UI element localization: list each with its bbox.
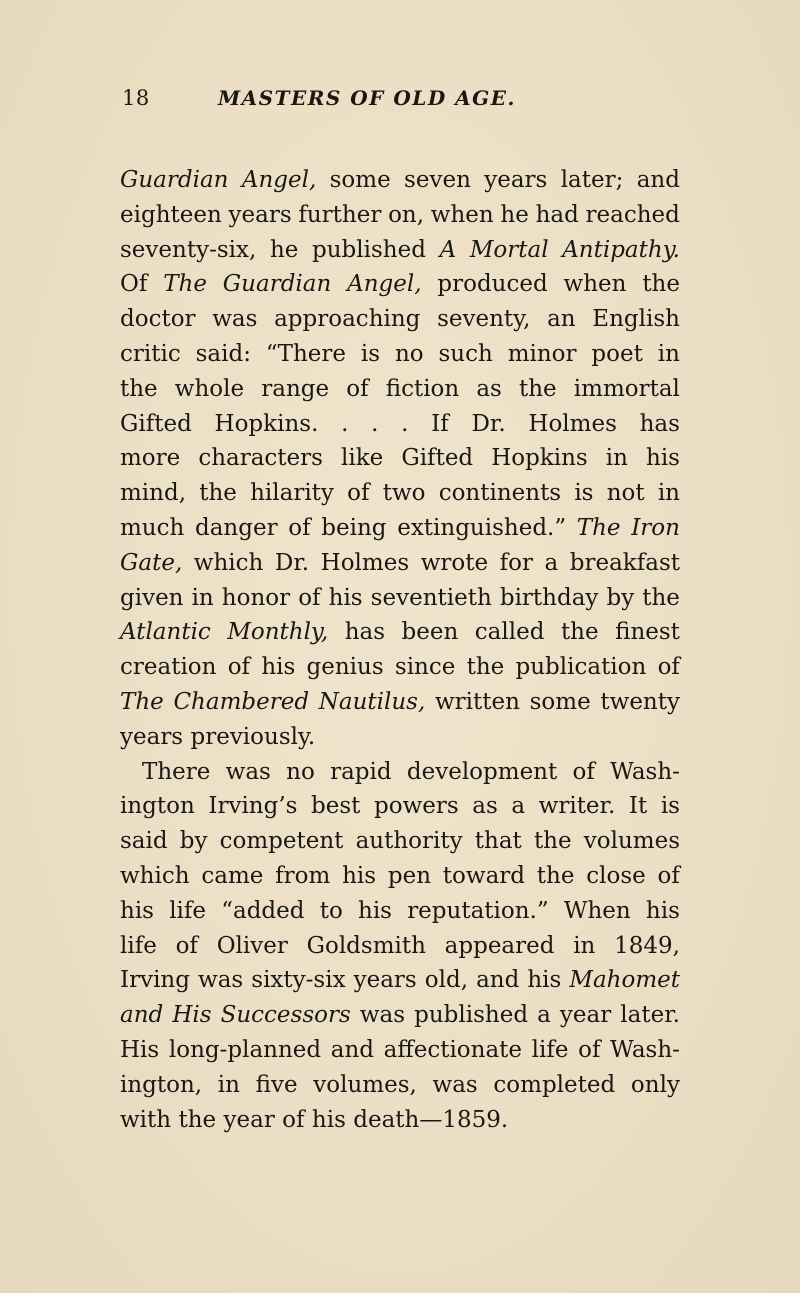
word: in [657, 340, 680, 367]
word: his [527, 967, 562, 994]
text-line [120, 824, 680, 859]
word: hilarity [250, 480, 334, 507]
word: given [120, 584, 184, 611]
word: his [342, 862, 377, 889]
word: a [544, 549, 559, 576]
body-text [120, 163, 680, 1137]
word: the [178, 1106, 217, 1133]
word: close [586, 862, 646, 889]
text-line [120, 894, 680, 929]
word: breakfast [569, 549, 680, 576]
word: no [286, 758, 315, 785]
word: to [319, 897, 343, 924]
word: Dr. [274, 549, 310, 576]
word: when [563, 271, 627, 298]
text-line [120, 789, 680, 824]
word: as [476, 375, 502, 402]
word: Of [120, 271, 148, 298]
word: Hopkins. [214, 410, 319, 437]
word: There [142, 758, 211, 785]
word: was [359, 1002, 406, 1029]
word: competent [219, 828, 344, 855]
word: Oliver [216, 932, 288, 959]
word: of [347, 480, 370, 507]
word: Angel, [241, 167, 317, 193]
word: which [120, 862, 190, 889]
word: of [175, 932, 198, 959]
paragraph [120, 163, 680, 755]
text-line [120, 1103, 680, 1138]
word: completed [493, 1071, 616, 1098]
word: honor [221, 584, 291, 611]
word: as [472, 793, 498, 820]
word: with [120, 1106, 172, 1133]
word: his [358, 897, 392, 924]
word: Iron [631, 514, 680, 541]
word: The [163, 271, 207, 298]
word: twenty [600, 688, 680, 715]
word: Holmes [528, 410, 617, 437]
word: was [198, 967, 244, 994]
text-line [120, 163, 680, 198]
word: an [547, 306, 576, 333]
word: was [225, 758, 271, 785]
word: Mortal [469, 236, 549, 263]
word: later; [560, 167, 624, 193]
word: in [217, 1071, 240, 1098]
word: such [438, 340, 493, 367]
word: If [431, 410, 449, 437]
text-line [120, 581, 680, 616]
word: Guardian [120, 167, 229, 193]
word: since [394, 654, 456, 681]
word: of [578, 1036, 601, 1063]
word: fiction [385, 375, 460, 402]
word: of [298, 584, 321, 611]
word: being [321, 514, 387, 541]
word: only [630, 1071, 680, 1098]
word: of [572, 758, 595, 785]
text-line [120, 302, 680, 337]
word: been [401, 619, 459, 646]
word: toward [442, 862, 526, 889]
word: of [657, 654, 680, 681]
text-line [120, 407, 680, 442]
word: in [573, 932, 596, 959]
text-line [120, 546, 680, 581]
text-line [120, 615, 680, 650]
word: approaching [274, 306, 421, 333]
word: continents [438, 480, 562, 507]
word: not [606, 480, 645, 507]
word: came [201, 862, 264, 889]
word: and [636, 167, 680, 193]
word: which [193, 549, 264, 576]
text-line [120, 755, 680, 790]
word: publication [515, 654, 647, 681]
word: on, [388, 201, 425, 228]
text-line [120, 998, 680, 1033]
text-line [120, 337, 680, 372]
word: appeared [444, 932, 555, 959]
word: whole [174, 375, 245, 402]
word: years [353, 967, 417, 994]
word: published [414, 1002, 529, 1029]
word: critic [120, 340, 181, 367]
word: of [288, 514, 311, 541]
word: a [511, 793, 526, 820]
word: The [576, 514, 621, 541]
word: reached [585, 201, 680, 228]
word: Irving’s [208, 793, 298, 820]
text-line [120, 511, 680, 546]
word: previously. [190, 723, 316, 750]
word: is [574, 480, 594, 507]
word: is [360, 340, 381, 367]
word: pen [387, 862, 432, 889]
word: and [476, 967, 520, 994]
word: published [312, 236, 426, 263]
word: The [120, 688, 164, 715]
word: his [261, 654, 296, 681]
word: when [430, 201, 494, 228]
word: . [371, 410, 379, 437]
word: rapid [330, 758, 392, 785]
word: doctor [120, 306, 196, 333]
word: further [298, 201, 382, 228]
word: long-planned [168, 1036, 322, 1063]
word: mind, [120, 480, 187, 507]
word: 1849, [614, 932, 680, 959]
word: he [269, 236, 299, 263]
word: best [311, 793, 361, 820]
word: affectionate [383, 1036, 523, 1063]
word: “There [265, 340, 346, 367]
word: by [179, 828, 208, 855]
text-line [120, 720, 680, 755]
text-line [120, 233, 680, 268]
word: birthday [499, 584, 599, 611]
word: is [660, 793, 680, 820]
word: seventy, [437, 306, 531, 333]
word: Wash- [610, 1036, 680, 1063]
word: Gate, [120, 549, 183, 576]
word: the [466, 654, 505, 681]
word: Chambered [173, 688, 310, 715]
word: some [529, 688, 591, 715]
word: Successors [220, 1002, 351, 1029]
word: A [439, 236, 457, 263]
word: the [533, 828, 572, 855]
word: five [255, 1071, 298, 1098]
word: and [120, 1002, 164, 1029]
word: . [401, 410, 409, 437]
word: by [606, 584, 635, 611]
running-head: MASTERS OF OLD AGE. [218, 86, 516, 110]
word: more [120, 445, 181, 472]
word: of [346, 375, 369, 402]
word: powers [374, 793, 459, 820]
word: ington, [120, 1071, 203, 1098]
word: wrote [420, 549, 489, 576]
word: Nautilus, [318, 688, 426, 715]
word: Holmes [320, 549, 410, 576]
word: minor [507, 340, 577, 367]
word: poet [591, 340, 643, 367]
text-line [120, 1033, 680, 1068]
text-line [120, 267, 680, 302]
word: writer. [538, 793, 616, 820]
word: Guardian [222, 271, 332, 298]
word: Dr. [471, 410, 506, 437]
word: his [311, 1106, 346, 1133]
word: from [275, 862, 331, 889]
word: of [282, 1106, 305, 1133]
word: in [605, 445, 628, 472]
paragraph [120, 755, 680, 1138]
word: the [536, 862, 575, 889]
word: creation [120, 654, 217, 681]
word: Gifted [401, 445, 474, 472]
word: said [120, 828, 168, 855]
text-line [120, 685, 680, 720]
word: life [120, 932, 157, 959]
word: year [559, 1002, 612, 1029]
word: reputation.” [407, 897, 549, 924]
text-line [120, 859, 680, 894]
word: Irving [120, 967, 190, 994]
word: His [172, 1002, 212, 1029]
word: his [645, 897, 680, 924]
word: Atlantic [120, 619, 211, 646]
word: the [518, 375, 557, 402]
word: like [341, 445, 384, 472]
word: some [329, 167, 391, 193]
word: his [328, 584, 363, 611]
word: Mahomet [569, 967, 680, 994]
word: Antipathy. [562, 236, 680, 263]
text-line [120, 650, 680, 685]
word: years [120, 723, 184, 750]
word: It [628, 793, 648, 820]
word: two [382, 480, 426, 507]
word: Gifted [120, 410, 192, 437]
word: produced [437, 271, 548, 298]
word: Hopkins [491, 445, 588, 472]
text-line [120, 441, 680, 476]
word: no [394, 340, 424, 367]
word: His [120, 1036, 160, 1063]
word: Angel, [347, 271, 422, 298]
word: volumes, [313, 1071, 417, 1098]
page-number: 18 [122, 86, 150, 110]
word: ington [120, 793, 195, 820]
word: danger [195, 514, 278, 541]
word: . [341, 410, 349, 437]
text-line [120, 198, 680, 233]
word: seventieth [370, 584, 492, 611]
word: years [484, 167, 548, 193]
word: old, [424, 967, 469, 994]
word: immortal [573, 375, 680, 402]
word: years [228, 201, 292, 228]
word: of [657, 862, 680, 889]
text-line [120, 929, 680, 964]
word: that [474, 828, 522, 855]
page-header [110, 86, 670, 120]
word: authority [355, 828, 463, 855]
word: the [642, 271, 680, 298]
text-line [120, 372, 680, 407]
word: his [120, 897, 154, 924]
word: said: [195, 340, 251, 367]
word: life [531, 1036, 569, 1063]
word: for [499, 549, 533, 576]
word: the [642, 584, 680, 611]
word: was [432, 1071, 478, 1098]
word: a [537, 1002, 551, 1029]
word: development [406, 758, 558, 785]
word: written [434, 688, 520, 715]
word: year [223, 1106, 275, 1133]
word: volumes [583, 828, 680, 855]
word: eighteen [120, 201, 222, 228]
word: genius [306, 654, 384, 681]
word: death—1859. [353, 1106, 509, 1133]
word: much [120, 514, 185, 541]
word: range [261, 375, 330, 402]
word: has [639, 410, 680, 437]
word: in [657, 480, 680, 507]
word: the [560, 619, 599, 646]
word: has [344, 619, 386, 646]
text-line [120, 476, 680, 511]
word: of [227, 654, 251, 681]
word: the [199, 480, 237, 507]
word: his [646, 445, 680, 472]
word: seven [404, 167, 471, 193]
word: he [500, 201, 529, 228]
word: finest [615, 619, 680, 646]
word: sixty-six [251, 967, 346, 994]
word: Goldsmith [306, 932, 426, 959]
word: seventy-six, [120, 236, 257, 263]
word: characters [198, 445, 323, 472]
word: had [535, 201, 579, 228]
word: When [563, 897, 631, 924]
word: extinguished.” [397, 514, 567, 541]
word: Wash- [610, 758, 680, 785]
word: called [474, 619, 545, 646]
word: later. [620, 1002, 680, 1029]
text-line [120, 963, 680, 998]
word: English [592, 306, 680, 333]
word: life [169, 897, 207, 924]
word: the [120, 375, 158, 402]
word: “added [221, 897, 305, 924]
word: Monthly, [227, 619, 329, 646]
text-line [120, 1068, 680, 1103]
word: in [191, 584, 214, 611]
word: and [330, 1036, 375, 1063]
word: was [212, 306, 258, 333]
